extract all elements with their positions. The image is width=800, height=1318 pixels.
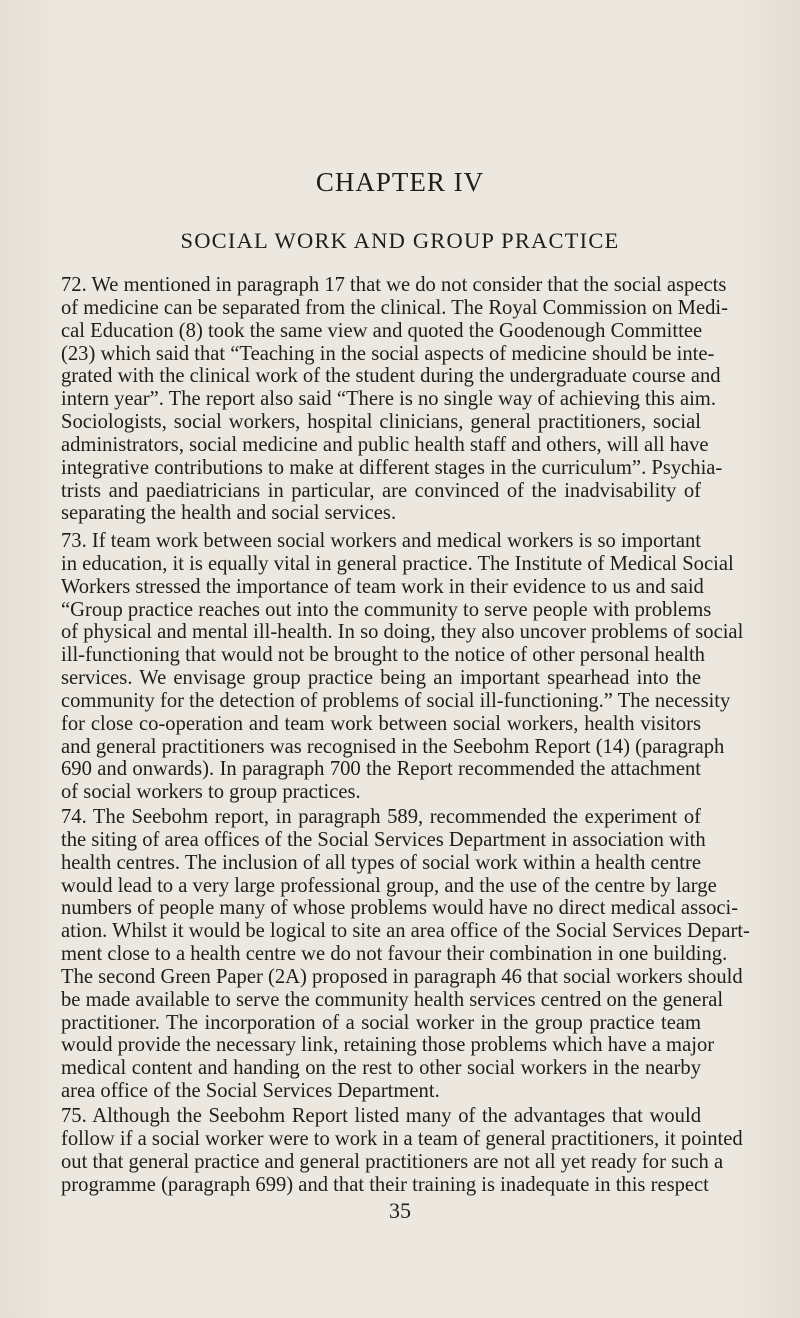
text-line: health centres. The inclusion of all types of social work within a health centre (61, 851, 701, 874)
text-line: would lead to a very large professional group, and the use of the centre by large (61, 874, 717, 897)
text-line: 72. We mentioned in paragraph 17 that we do not consider that the social aspects (61, 274, 727, 296)
text-line: and general practitioners was recognised in the Seebohm Report (14) (paragraph (61, 735, 725, 758)
text-line: trists and paediatricians in particular, are convinced of the inadvisability of (61, 479, 701, 502)
text-line: ment close to a health centre we do not favour their combination in one building. (61, 943, 728, 966)
text-line: ill-functioning that would not be brought to the notice of other personal health (61, 644, 705, 667)
text-line: out that general practice and general practitioners are not all yet ready for such a (61, 1150, 724, 1173)
paragraph-74 (61, 806, 750, 1103)
text-line: Workers stressed the importance of team work in their evidence to us and said (61, 575, 704, 598)
text-line: services. We envisage group practice being an important spearhead into the (61, 667, 701, 690)
text-line: 690 and onwards). In paragraph 700 the Report recommended the attachment (61, 758, 701, 781)
text-line: follow if a social worker were to work in a team of general practitioners, it pointed (61, 1127, 743, 1150)
text-line: would provide the necessary link, retaining those problems which have a major (61, 1034, 715, 1057)
text-line: The second Green Paper (2A) proposed in paragraph 46 that social workers should (61, 965, 743, 988)
text-line: “Group practice reaches out into the community to serve people with problems (61, 598, 712, 621)
text-line: in education, it is equally vital in general practice. The Institute of Medical Social (61, 552, 734, 575)
paragraph-72 (61, 274, 729, 525)
text-line: Sociologists, social workers, hospital clinicians, general practitioners, social (61, 411, 701, 434)
text-line: numbers of people many of whose problems would have no direct medical associ- (61, 897, 739, 920)
text-line: of physical and mental ill-health. In so doing, they also uncover problems of social (61, 621, 744, 644)
text-line: integrative contributions to make at different stages in the curriculum”. Psychia- (61, 456, 723, 479)
text-line: 74. The Seebohm report, in paragraph 589, recommended the experiment of (61, 806, 701, 828)
text-line: community for the detection of problems of social ill-functioning.” The necessity (61, 689, 731, 712)
text-line: for close co-operation and team work between social workers, health visitors (61, 712, 701, 735)
text-line: cal Education (8) took the same view and quoted the Goodenough Committee (61, 319, 703, 342)
text-line: of medicine can be separated from the clinical. The Royal Commission on Medi- (61, 296, 729, 319)
text-line: be made available to serve the community health services centred on the general (61, 988, 724, 1011)
text-line: (23) which said that “Teaching in the social aspects of medicine should be inte- (61, 342, 715, 365)
paragraph-75 (61, 1105, 743, 1196)
text-line: ation. Whilst it would be logical to site an area office of the Social Services Depart- (61, 920, 750, 943)
text-line: programme (paragraph 699) and that their training is inadequate in this respect (61, 1173, 709, 1196)
text-line: of social workers to group practices. (61, 781, 361, 804)
text-line: intern year”. The report also said “There is no single way of achieving this aim. (61, 388, 716, 411)
text-line: medical content and handing on the rest to other social workers in the nearby (61, 1057, 701, 1080)
text-line: the siting of area offices of the Social Services Department in association with (61, 828, 706, 851)
text-line: administrators, social medicine and public health staff and others, will all have (61, 433, 709, 456)
text-line: separating the health and social services. (61, 502, 397, 525)
text-line: area office of the Social Services Department. (61, 1080, 440, 1103)
text-line: 75. Although the Seebohm Report listed many of the advantages that would (61, 1105, 701, 1127)
text-line: grated with the clinical work of the student during the undergraduate course and (61, 365, 721, 388)
text-line: 73. If team work between social workers and medical workers is so important (61, 530, 701, 552)
paragraph-73 (61, 530, 744, 804)
section-title: SOCIAL WORK AND GROUP PRACTICE (180, 228, 620, 253)
text-line: practitioner. The incorporation of a social worker in the group practice team (61, 1011, 701, 1034)
page-number: 35 (389, 1198, 411, 1223)
chapter-heading: CHAPTER IV (315, 167, 485, 197)
